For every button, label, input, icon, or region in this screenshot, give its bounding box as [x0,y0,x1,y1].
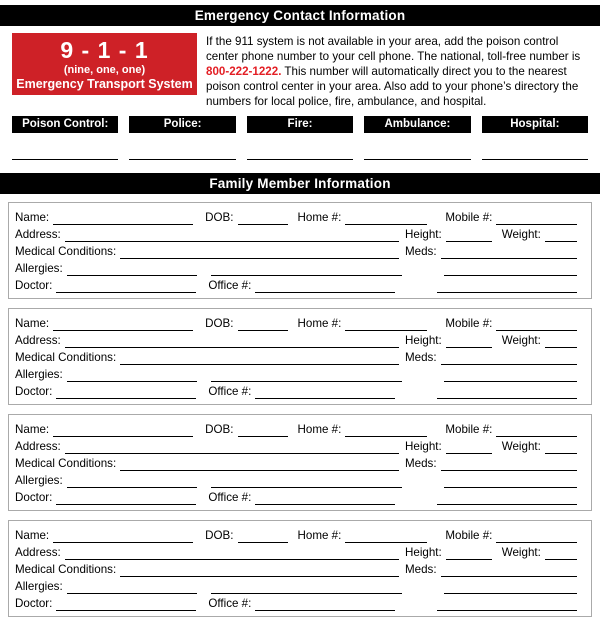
allergies-label: Allergies: [15,474,63,487]
allergies-continuation-line[interactable] [211,581,402,594]
meds-continuation-line-2[interactable] [437,492,577,505]
weight-label: Weight: [501,440,541,453]
address-fill-line[interactable] [65,335,399,348]
home-phone-fill-line[interactable] [345,318,427,331]
home-phone-fill-line[interactable] [345,530,427,543]
name-label: Name: [15,423,50,436]
address-label: Address: [15,228,61,241]
mobile-phone-label: Mobile #: [445,317,493,330]
name-fill-line[interactable] [53,318,193,331]
dob-label: DOB: [205,529,234,542]
contact-labels-row [12,116,588,133]
height-label: Height: [405,334,442,347]
name-label: Name: [15,211,50,224]
member-row-allergies [15,471,577,488]
dob-fill-line[interactable] [238,318,288,331]
home-phone-label: Home #: [297,317,342,330]
member-row-address [15,225,577,242]
doctor-label: Doctor: [15,279,53,292]
contact-label-hospital: Hospital: [482,116,588,133]
allergies-continuation-line[interactable] [211,369,402,382]
mobile-phone-label: Mobile #: [445,423,493,436]
height-label: Height: [405,440,442,453]
medical-conditions-label: Medical Conditions: [15,457,117,470]
doctor-fill-line[interactable] [56,598,196,611]
medical-conditions-fill-line[interactable] [120,458,399,471]
member-row-name [15,420,577,437]
emergency-badge [12,33,197,95]
dob-fill-line[interactable] [238,530,288,543]
office-phone-fill-line[interactable] [255,492,395,505]
address-fill-line[interactable] [65,229,399,242]
member-row-medical [15,348,577,365]
allergies-label: Allergies: [15,262,63,275]
home-phone-fill-line[interactable] [345,424,427,437]
office-phone-fill-line[interactable] [255,598,395,611]
member-row-name [15,526,577,543]
meds-continuation-line-1[interactable] [444,369,577,382]
meds-fill-line[interactable] [441,564,577,577]
meds-continuation-line-2[interactable] [437,280,577,293]
meds-continuation-line-2[interactable] [437,598,577,611]
name-fill-line[interactable] [53,530,193,543]
contact-label-police: Police: [129,116,235,133]
mobile-phone-fill-line[interactable] [496,212,577,225]
doctor-label: Doctor: [15,491,53,504]
allergies-fill-line[interactable] [67,369,197,382]
weight-fill-line[interactable] [545,335,577,348]
height-fill-line[interactable] [446,335,492,348]
contact-label-poison-control: Poison Control: [12,116,118,133]
medical-conditions-label: Medical Conditions: [15,563,117,576]
height-fill-line[interactable] [446,229,492,242]
mobile-phone-label: Mobile #: [445,211,493,224]
height-fill-line[interactable] [446,441,492,454]
medical-conditions-fill-line[interactable] [120,246,399,259]
weight-fill-line[interactable] [545,547,577,560]
allergies-fill-line[interactable] [67,475,197,488]
member-row-address [15,543,577,560]
office-phone-label: Office #: [208,385,252,398]
address-label: Address: [15,334,61,347]
office-phone-label: Office #: [208,279,252,292]
name-fill-line[interactable] [53,212,193,225]
meds-continuation-line-1[interactable] [444,581,577,594]
member-block [8,520,592,617]
member-row-doctor [15,488,577,505]
dob-fill-line[interactable] [238,212,288,225]
member-row-allergies [15,259,577,276]
meds-continuation-line-2[interactable] [437,386,577,399]
dob-label: DOB: [205,211,234,224]
doctor-label: Doctor: [15,385,53,398]
office-phone-label: Office #: [208,491,252,504]
member-row-name [15,208,577,225]
address-fill-line[interactable] [65,547,399,560]
address-fill-line[interactable] [65,441,399,454]
mobile-phone-label: Mobile #: [445,529,493,542]
height-label: Height: [405,546,442,559]
home-phone-label: Home #: [297,211,342,224]
poison-control-fill-line[interactable] [12,157,118,160]
home-phone-label: Home #: [297,423,342,436]
dob-label: DOB: [205,423,234,436]
allergies-fill-line[interactable] [67,581,197,594]
allergies-label: Allergies: [15,368,63,381]
member-row-allergies [15,577,577,594]
meds-label: Meds: [405,351,437,364]
name-label: Name: [15,317,50,330]
member-block [8,414,592,511]
height-label: Height: [405,228,442,241]
member-row-medical [15,560,577,577]
medical-conditions-label: Medical Conditions: [15,351,117,364]
contact-fill-lines-row [12,157,588,160]
dob-fill-line[interactable] [238,424,288,437]
address-label: Address: [15,546,61,559]
member-row-medical [15,242,577,259]
weight-fill-line[interactable] [545,229,577,242]
allergies-continuation-line[interactable] [211,475,402,488]
member-row-doctor [15,382,577,399]
name-label: Name: [15,529,50,542]
weight-fill-line[interactable] [545,441,577,454]
intro-section [12,33,588,109]
contact-label-fire: Fire: [247,116,353,133]
address-label: Address: [15,440,61,453]
member-row-address [15,331,577,348]
doctor-fill-line[interactable] [56,280,196,293]
member-row-medical [15,454,577,471]
contact-label-ambulance: Ambulance: [364,116,470,133]
allergies-continuation-line[interactable] [211,263,402,276]
meds-continuation-line-1[interactable] [444,475,577,488]
home-phone-label: Home #: [297,529,342,542]
hospital-fill-line[interactable] [482,157,588,160]
office-phone-fill-line[interactable] [255,280,395,293]
family-title-bar: Family Member Information [0,173,600,194]
badge-911-words: (nine, one, one) [63,63,146,76]
badge-911-number: 9 - 1 - 1 [60,36,149,63]
member-row-name [15,314,577,331]
medical-conditions-label: Medical Conditions: [15,245,117,258]
member-row-doctor [15,276,577,293]
mobile-phone-fill-line[interactable] [496,530,577,543]
ambulance-fill-line[interactable] [364,157,470,160]
meds-label: Meds: [405,457,437,470]
medical-conditions-fill-line[interactable] [120,564,399,577]
doctor-fill-line[interactable] [56,386,196,399]
intro-text-after: This number will automatically direct you to the nearest poison control center in your area. Also add to your phone’s directory the numbers for local police, fire, ambulance, and hospital. [206,65,579,108]
mobile-phone-fill-line[interactable] [496,318,577,331]
member-row-address [15,437,577,454]
poison-control-phone-number: 800-222-1222. [206,65,282,78]
office-phone-fill-line[interactable] [255,386,395,399]
home-phone-fill-line[interactable] [345,212,427,225]
meds-label: Meds: [405,245,437,258]
fire-fill-line[interactable] [247,157,353,160]
intro-text-before: If the 911 system is not available in your area, add the poison control center phone number to your cell phone. The national, toll-free number is [206,35,581,63]
member-block [8,202,592,299]
doctor-label: Doctor: [15,597,53,610]
intro-paragraph [197,33,588,109]
dob-label: DOB: [205,317,234,330]
meds-label: Meds: [405,563,437,576]
weight-label: Weight: [501,334,541,347]
meds-fill-line[interactable] [441,458,577,471]
office-phone-label: Office #: [208,597,252,610]
doctor-fill-line[interactable] [56,492,196,505]
meds-fill-line[interactable] [441,352,577,365]
weight-label: Weight: [501,546,541,559]
member-row-doctor [15,594,577,611]
emergency-title-bar: Emergency Contact Information [0,5,600,26]
member-block [8,308,592,405]
height-fill-line[interactable] [446,547,492,560]
member-blocks-container [0,202,600,617]
badge-subtitle: Emergency Transport System [16,76,193,91]
meds-continuation-line-1[interactable] [444,263,577,276]
name-fill-line[interactable] [53,424,193,437]
meds-fill-line[interactable] [441,246,577,259]
mobile-phone-fill-line[interactable] [496,424,577,437]
member-row-allergies [15,365,577,382]
allergies-fill-line[interactable] [67,263,197,276]
medical-conditions-fill-line[interactable] [120,352,399,365]
weight-label: Weight: [501,228,541,241]
police-fill-line[interactable] [129,157,235,160]
allergies-label: Allergies: [15,580,63,593]
